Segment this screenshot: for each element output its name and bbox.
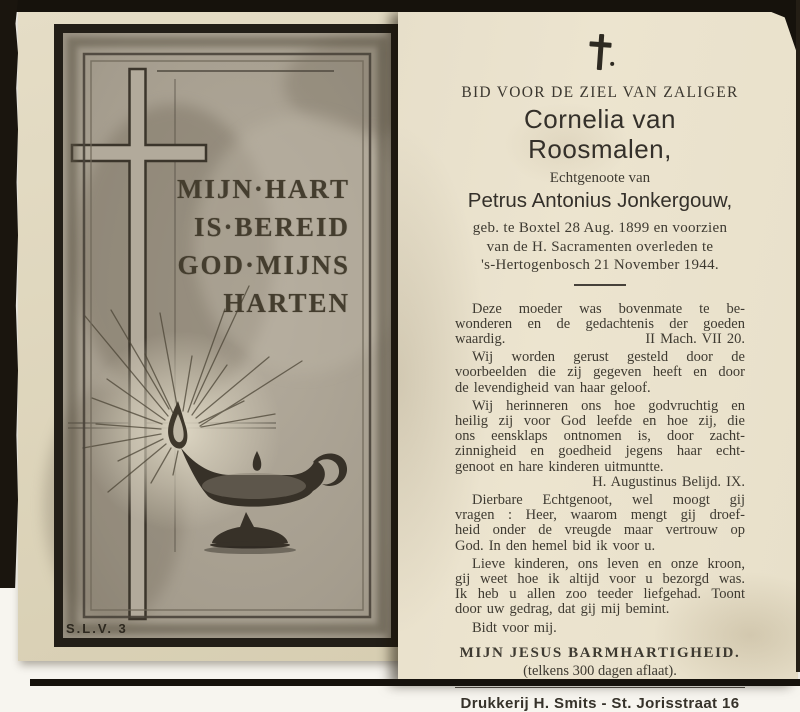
jline-2: voorbeelden die zij gegeven heeft en door [455,364,745,381]
ink-dot [610,62,614,66]
divider-small [574,284,626,286]
artist-signature: S.L.V. 3 [66,621,128,636]
motto-line-4: HARTEN [223,288,350,318]
film-edge-left [0,0,18,588]
jline-2: heilig zij voor God leefde en hoe zij, die [455,412,745,429]
paragraph-1-end: waardig. [455,330,506,347]
jline-3: Ik heb u allen zoo teeder liefgehad. Toont [455,586,745,603]
scan-edge-right [796,0,800,672]
jline-2: gij weet hoe ik altijd voor u bezorgd was. [455,570,745,587]
card-front-illustration [18,11,402,661]
engraving [54,24,400,647]
prayer-request: Bidt voor mij. [472,619,557,636]
paragraph-3 [455,399,745,490]
memorial-body [455,302,745,636]
intro-line: BID VOOR DE ZIEL VAN ZALIGER [461,84,739,101]
paragraph-1 [455,302,745,348]
jline-4: God. In den hemel bid ik voor u. [455,537,656,554]
jline-4: zinnigheid en goedheid jegens haar echt- [455,443,745,460]
augustinus-citation: H. Augustinus Belijd. IX. [592,473,745,490]
scan-edge-top [0,0,800,12]
printer-imprint: Drukkerij H. Smits - St. Jorisstraat 16 [460,695,740,712]
paragraph-5 [455,557,745,618]
jline-2: vragen : Heer, waarom mengt gij droef- [455,507,745,524]
scan-edge-bottom [30,679,800,686]
jline-5: genoot en hare kinderen uitmuntte. [455,458,664,475]
motto-line-3: GOD·MIJNS [177,250,350,280]
jline-1: Dierbare Echtgenoot, wel moogt gij [472,491,745,508]
latin-cross-icon [584,33,616,71]
indulgence-note: (telkens 300 dagen aflaat). [523,662,677,679]
jline-3: de levendigheid van haar geloof. [455,379,651,396]
ejaculatory-prayer: MIJN JESUS BARMHARTIGHEID. [459,644,741,661]
card-back-text [398,10,798,712]
spouse-name: Petrus Antonius Jonkergouw, [467,189,733,212]
jline-3: ons eensklaps ontnomen is, door zacht- [455,428,745,445]
jline-3: heid onder de vreugde maar vertrouw op [455,522,745,539]
motto-line-1: MIJN·HART [176,174,350,204]
jline-1: Wij worden gerust gesteld door de [472,349,745,366]
motto-text [177,170,350,322]
jline-2: wonderen en de gedachtenis der goeden [455,315,745,332]
cross-vertical-bar [597,34,604,70]
memorial-illustration [54,24,400,647]
paragraph-2 [455,350,745,396]
jline-1: Lieve kinderen, ons leven en onze kroon, [472,555,745,572]
scripture-citation: II Mach. VII 20. [645,330,745,347]
deceased-name: Cornelia van Roosmalen, [524,104,676,164]
motto-line-2: IS·BEREID [193,212,350,242]
detail-line-3: 's-Hertogenbosch 21 November 1944. [481,257,719,273]
jline-4: door uw gedrag, dat gij mij bemint. [455,601,670,618]
jline-1: Wij herinneren ons hoe godvruchtig en [472,397,745,414]
detail-line-1: geb. te Boxtel 28 Aug. 1899 en voorzien [472,220,728,236]
jline-1: Deze moeder was bovenmate te be- [472,300,745,317]
birth-death-details [455,219,745,275]
paragraph-4 [455,493,745,554]
detail-line-2: van de H. Sacramenten overleden te [486,238,714,255]
cross-horizontal-bar [589,41,611,48]
divider-footer [455,687,745,689]
relation-line: Echtgenoote van [549,170,651,186]
